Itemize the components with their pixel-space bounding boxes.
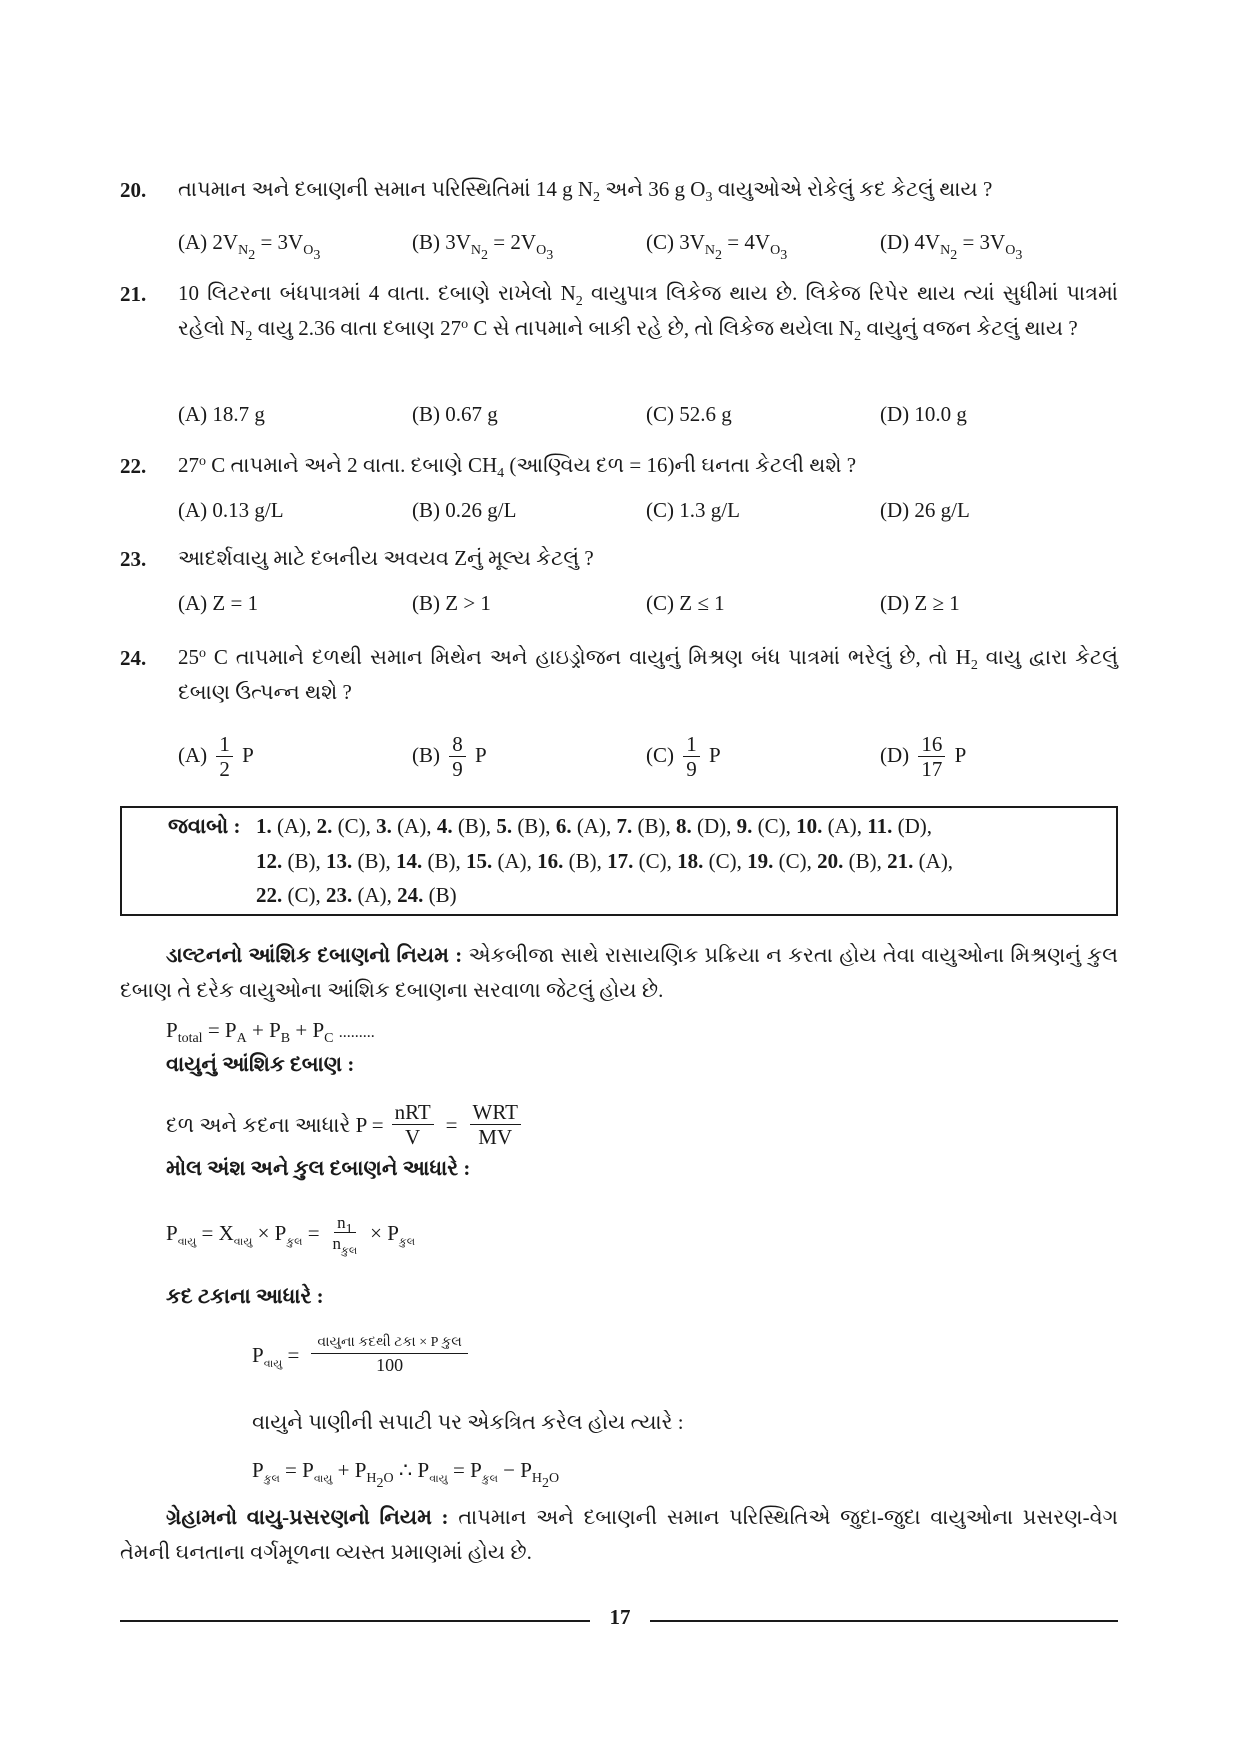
- option-b: (B) Z > 1: [412, 591, 491, 615]
- fraction: $\frac{\text{વાયુના કદથી ટકા × P કુલ}}{100}$: [311, 1336, 468, 1374]
- volume-percent-formula: $P_{વાયુ}$ = $\frac{\text{વાયુના કદથી ટકા × P કુલ}}{100}$: [252, 1336, 472, 1374]
- fraction: $\frac{8}{9}$: [449, 734, 466, 780]
- question-text: આદર્શવાયુ માટે દબનીય અવયવ Zનું મૂલ્ય કેટલું ?: [178, 546, 594, 570]
- footer-rule-right: [650, 1620, 1118, 1622]
- question-number: 24.: [120, 646, 147, 670]
- answers-label: જવાબો :: [168, 814, 241, 838]
- option-a: (A) 18.7 g: [178, 402, 265, 426]
- fraction: $\frac{16}{17}$: [918, 734, 945, 780]
- option-c: (C) $3V_{N_2} = 4V_{O_3}$: [646, 230, 788, 263]
- partial-pressure-heading: વાયુનું આંશિક દબાણ :: [166, 1052, 355, 1076]
- water-collection-formula: $P_{કુલ} = P_{વાયુ} + P_{H_2O}$ ∴ $P_{વાયુ} = P_{કુલ} - P_{H_2O}$: [252, 1458, 560, 1491]
- option-b: (B) 0.67 g: [412, 402, 498, 426]
- option-b: (B) 0.26 g/L: [412, 498, 517, 522]
- option-c: (C) $\frac{1}{9}$ P: [646, 732, 721, 781]
- option-a: (A) Z = 1: [178, 591, 259, 615]
- answers-line-2: 12. (B), 13. (B), 14. (B), 15. (A), 16. (B), 17. (C), 18. (C), 19. (C), 20. (B), 21. (A),: [256, 849, 954, 873]
- answers-line-3: 22. (C), 23. (A), 24. (B): [256, 883, 457, 907]
- mass-volume-formula: દળ અને કદના આધારે P = $\frac{\text{nRT}}{V}$ = $\frac{\text{WRT}}{MV}$: [166, 1102, 525, 1148]
- dalton-heading: ડાલ્ટનનો આંશિક દબાણનો નિયમ :: [166, 943, 463, 967]
- question-text: તાપમાન અને દબાણની સમાન પરિસ્થિતિમાં 14 g $N_2$ અને 36 g $O_3$ વાયુઓએ રોકેલું કદ કેટલું થાય ?: [178, 177, 993, 205]
- footer-rule-left: [120, 1620, 590, 1622]
- fraction: $\frac{1}{9}$: [683, 734, 700, 780]
- question-number: 23.: [120, 547, 147, 571]
- dalton-law-paragraph: [120, 938, 1118, 1008]
- mole-fraction-heading: મોલ અંશ અને કુલ દબાણને આધારે :: [166, 1156, 471, 1180]
- fraction: $\frac{\text{nRT}}{V}$: [392, 1102, 434, 1148]
- option-a: (A) $2V_{N_2} = 3V_{O_3}$: [178, 230, 321, 263]
- question-number: 22.: [120, 454, 147, 478]
- option-c: (C) 52.6 g: [646, 402, 732, 426]
- question-number: 21.: [120, 282, 147, 306]
- answers-line-1: 1. (A), 2. (C), 3. (A), 4. (B), 5. (B), 6. (A), 7. (B), 8. (D), 9. (C), 10. (A), 11. (D),: [256, 814, 933, 838]
- question-text: 25$^o$ C તાપમાને દળથી સમાન મિથેન અને હાઇડ્રોજન વાયુનું મિશ્રણ બંધ પાત્રમાં ભરેલું છે, તો $H_2$ વાયુ દ્વારા કેટલું દબાણ ઉત્પન્ન થશે ?: [178, 645, 1119, 704]
- page-number: 17: [609, 1605, 631, 1629]
- water-collection-text: વાયુને પાણીની સપાટી પર એકત્રિત કરેલ હોય ત્યારે :: [252, 1410, 684, 1434]
- question-text: 10 લિટરના બંધપાત્રમાં 4 વાતા. દબાણે રાખેલો $N_2$ વાયુપાત્ર લિકેજ થાય છે. લિકેજ રિપેર થાય ત્યાં સુધીમાં પાત્રમાં રહેલો $N_2$ વાયુ 2.36 વાતા દબાણ 27$^o$ C સે તાપમાને બાકી રહે છે, તો લિકેજ થયેલા $N_2$ વાયુનું વજન કેટલું થાય ?: [178, 281, 1118, 344]
- option-d: (D) $\frac{16}{17}$ P: [880, 732, 967, 781]
- option-c: (C) Z ≤ 1: [646, 591, 725, 615]
- answers-box: [120, 806, 1118, 916]
- dalton-formula: $P_{total} = P_A + P_B + P_C$ .........: [166, 1018, 375, 1046]
- question-number: 20.: [120, 178, 147, 202]
- dalton-text: એકબીજા સાથે રાસાયણિક પ્રક્રિયા ન કરતા હોય તેવા વાયુઓના મિશ્રણનું કુલ દબાણ તે દરેક વાયુઓના આંશિક દબાણના સરવાળા જેટલું હોય છે.: [120, 943, 1118, 1002]
- option-b: (B) $3V_{N_2} = 2V_{O_3}$: [412, 230, 554, 263]
- graham-heading: ગ્રેહામનો વાયુ-પ્રસરણનો નિયમ :: [166, 1505, 449, 1529]
- mole-fraction-formula: $P_{વાયુ} = X_{વાયુ} \times P_{કુલ}$ = $\frac{n_1}{n_{કુલ}}$ × $P_{કુલ}$: [166, 1213, 416, 1257]
- graham-law-paragraph: [120, 1500, 1118, 1570]
- fraction: $\frac{n_1}{n_{કુલ}}$: [332, 1213, 358, 1257]
- option-b: (B) $\frac{8}{9}$ P: [412, 732, 487, 781]
- option-d: (D) 26 g/L: [880, 498, 970, 522]
- volume-percent-heading: કદ ટકાના આધારે :: [166, 1284, 324, 1308]
- option-a: (A) $\frac{1}{2}$ P: [178, 732, 254, 781]
- question-text: 27$^o$ C તાપમાને અને 2 વાતા. દબાણે $CH_4$ (આણ્વિય દળ = 16)ની ઘનતા કેટલી થશે ?: [178, 453, 857, 481]
- option-c: (C) 1.3 g/L: [646, 498, 740, 522]
- graham-text: તાપમાન અને દબાણની સમાન પરિસ્થિતિએ જુદા-જુદા વાયુઓના પ્રસરણ-વેગ તેમની ઘનતાના વર્ગમૂળના વ્યસ્ત પ્રમાણમાં હોય છે.: [120, 1505, 1118, 1564]
- option-a: (A) 0.13 g/L: [178, 498, 284, 522]
- option-d: (D) Z ≥ 1: [880, 591, 960, 615]
- option-d: (D) 10.0 g: [880, 402, 967, 426]
- fraction: $\frac{1}{2}$: [216, 734, 233, 780]
- fraction: $\frac{\text{WRT}}{MV}$: [470, 1102, 521, 1148]
- option-d: (D) $4V_{N_2} = 3V_{O_3}$: [880, 230, 1023, 263]
